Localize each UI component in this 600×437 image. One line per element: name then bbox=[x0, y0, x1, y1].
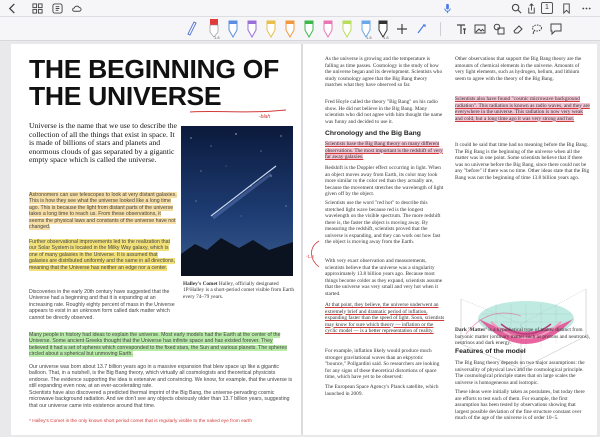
page-title bbox=[29, 56, 301, 110]
caption-text: Halley, officially designated 1P/Halley is a short-period comet visible from Earth every 74–79 years. bbox=[183, 281, 295, 300]
thumbnails-icon[interactable] bbox=[51, 2, 64, 15]
pen-blue[interactable] bbox=[226, 18, 240, 40]
search-icon[interactable] bbox=[510, 2, 523, 15]
image-icon[interactable] bbox=[473, 22, 487, 36]
photo-caption bbox=[183, 281, 295, 300]
bookmark-icon[interactable] bbox=[560, 2, 573, 15]
highlighted-text: Scientists base the Big Bang theory on many different observations. The most important is the redshift of very far away galaxies. bbox=[325, 141, 443, 160]
paragraph-big-bang: Our universe was born about 13.7 billion years ago in a massive expansion that blew space up like a gigantic balloon. That, in a nutshell, is the Big Bang theory, which virtually all cosmologists and theoretical physicists endorse. The evidence supporting the idea is extensive and convincing. We know, for example, that the universe is still expanding even now, at an ever-accelerating rate. bbox=[29, 364, 293, 390]
dark-matter-term: Dark 'Matter' bbox=[455, 327, 487, 333]
paragraph-history bbox=[29, 332, 293, 358]
share-icon[interactable] bbox=[525, 2, 538, 15]
column-1-paragraph-3 bbox=[325, 141, 445, 161]
add-tool-icon[interactable] bbox=[395, 22, 409, 36]
pen-black[interactable] bbox=[376, 18, 390, 40]
margin-note: -1.8 bbox=[306, 254, 314, 259]
column-2-paragraph-4 bbox=[455, 327, 590, 347]
highlighter-lime[interactable] bbox=[340, 18, 354, 40]
title-line-1: THE BEGINNING OF bbox=[29, 54, 280, 84]
microphone-icon[interactable] bbox=[441, 2, 454, 15]
margin-note: -blah bbox=[259, 114, 271, 120]
column-2-paragraph-2 bbox=[455, 96, 590, 122]
eraser-icon[interactable] bbox=[511, 22, 525, 36]
tool-size-label: 1.8 bbox=[214, 35, 220, 40]
pages-icon[interactable]: 1 bbox=[541, 2, 553, 14]
column-2-paragraph-1: Other observations that support the Big Bang theory are the amounts of chemical elements in the universe. Amounts of very light elements, such as hydrogen, helium, and lithium seem to agree with the theory of the Big Bang. bbox=[455, 56, 582, 82]
annotation-toolbar bbox=[0, 17, 600, 41]
paragraph-discoveries: Discoveries in the early 20th century have suggested that the Universe had a beginning and that it is expanding at an increasing rate. Roughly eighty percent of mass in the Universe appears to exist in an unknown form called dark matter which cannot be directly observed. bbox=[29, 289, 175, 321]
paragraph-milky-way bbox=[29, 239, 177, 271]
column-1-paragraph-6: With very exact observation and measurements, scientists believe that the universe was a singularity approximately 13.8 billion years ago. Because most things become colder as they expand, scientists assume that the universe was very small and very hot when it started. bbox=[325, 258, 443, 297]
column-1-paragraph-5: Scientists use the word "red hot" to describe this stretched light wave because red is the longest wavelength on the visible spectrum. The more redshift there is, the faster the object is moving away. By measuring the redshift, scientists proved that the universe is expanding, and they can work out how fast the object is moving away from the Earth. bbox=[325, 200, 441, 245]
cloud-icon[interactable] bbox=[70, 2, 83, 15]
toolbar-divider bbox=[440, 22, 441, 36]
column-1-paragraph-2: Fred Hoyle called the theory "Big Bang" on his radio show. He did not believe in the Big Bang. Many scientists who did not agree with him thought the name was funny and decided to use it. bbox=[325, 99, 443, 125]
underlined-text: At that point, they believe, the universe underwent an extremely brief and dramatic period of inflation, expanding faster than the speed of light. Soon, scientists may know for sure which theory — inflation or the cyclic model — is a better representation of reality. bbox=[325, 302, 445, 334]
column-2-paragraph-3: It could be said that time had no meaning before the Big Bang. The Big Bang is the beginning of the universe when all the matter was in one point. Some scientists believe that if there was no universe before the Big Bang, since there could not be any "before" if there was no time. Other ideas state that the Big Bang was not the beginning of time 13.8 billion years ago. bbox=[455, 142, 590, 181]
3d-surface-plot bbox=[451, 274, 591, 374]
title-line-2: THE UNIVERSE bbox=[29, 81, 222, 111]
column-1-paragraph-7 bbox=[325, 302, 445, 335]
column-1-paragraph-1: As the universe is growing and the temperature is falling as time passes. Cosmology is the study of how the universe began and its development. Scientists who study cosmology agree that the Big Bang theory matches what they have observed so far. bbox=[325, 56, 443, 88]
shapes-icon[interactable] bbox=[492, 22, 506, 36]
left-page[interactable] bbox=[11, 44, 301, 435]
heading-chronology: Chronology and the Big Bang bbox=[325, 130, 421, 137]
top-bar bbox=[0, 0, 600, 17]
highlighted-text: Astronomers can use telescopes to look at very distant galaxies. This is how they see what the universe looked like a long time ago. This is because the light from distant parts of the universe takes a long time to reach us. From these observations, it seems the physical laws and constants of the universe have not changed. bbox=[29, 192, 177, 231]
highlighted-text: Further observational improvements led to the realization that our Solar System is located in the Milky Way galaxy, which is one of many galaxies in the Universe. It is assumed that galaxies are distributed uniformly and the same in all directions, meaning that the Universe has neither an edge nor a center. bbox=[29, 239, 175, 271]
tool-size-label: 1.8 bbox=[366, 35, 372, 40]
caption-title: Halley's Comet bbox=[183, 281, 218, 287]
pen-yellow[interactable] bbox=[264, 18, 278, 40]
intro-paragraph: Universe is the name that we use to describe the collection of all the things that exist in space. It is made of billions of stars and planets and enormous clouds of gas separated by a gigantic empty space which is called the universe. bbox=[29, 121, 177, 165]
comment-icon[interactable] bbox=[549, 22, 563, 36]
column-1-paragraph-8: For example, inflation likely would produce much stronger gravitational waves than an ekpyrotic "bounce," Pollgardini said. So researchers are looking for any signs of these theoretical distortions of space time, which have yet to be observed: bbox=[325, 348, 440, 380]
column-1-paragraph-4: Redshift is the Doppler effect occurring in light. When an object moves away from Earth, its color may look more similar to the color red than they actually are, because the movement stretches the wavelength of light given off by the object. bbox=[325, 165, 444, 197]
heading-features: Features of the model bbox=[455, 348, 526, 355]
pen-red[interactable] bbox=[207, 18, 221, 40]
lasso-icon[interactable] bbox=[530, 22, 544, 36]
pen-purple[interactable] bbox=[245, 18, 259, 40]
highlighted-text: Scientists also have found "cosmic microwave background radiation". This radiation is known as radio waves, and they are everywhere in the universe. This radiation is now very weak and cold, but a long time ago it was very strong and hot. bbox=[455, 96, 590, 122]
pen-orange[interactable] bbox=[283, 18, 297, 40]
column-2-paragraph-6: These ideas were initially taken as postulates, but today there are efforts to test each of them. For example, the first assumption has been tested by observations showing that largest possible deviation of the fine structure constant over much of the age of the universe is of order 10−5. bbox=[455, 389, 585, 421]
lasso-select-icon[interactable] bbox=[414, 22, 428, 36]
paragraph-telescopes bbox=[29, 192, 177, 230]
column-2-paragraph-5: The Big Bang theory depends on two major assumptions: the universality of physical laws and the cosmological principle. The cosmological principle states that on large scales the universe is homogeneous and isotropic. bbox=[455, 360, 585, 386]
dark-matter-text: is a hypothetical type of matter distinct from baryonic matter (ordinary matter such as protons and neutrons), neutrinos and dark energy. bbox=[455, 327, 590, 346]
back-icon[interactable] bbox=[6, 2, 19, 15]
more-icon[interactable] bbox=[580, 2, 593, 15]
paragraph-cmb: Scientists have also discovered a predicted thermal imprint of the Big Bang, the universe-pervading cosmic microwave background radiation. And we don't see any objects obviously older than 13.7 billion years, suggesting that our universe came into existence around that time. bbox=[29, 390, 290, 409]
comet-photo bbox=[181, 126, 293, 276]
text-tool-icon[interactable] bbox=[454, 22, 468, 36]
highlighted-text: Many people in history had ideas to explain the universe. Most early models had the Earth at the center of the Universe. Some ancient Greeks thought that the Universe has infinite space and has existed forever. They believed it had a set of spheres which corresponded to the fixed stars, the Sun and various planets. The spheres circled about a spherical but unmoving Earth. bbox=[29, 332, 287, 358]
footnote: * Halley's Comet is the only known short period comet that is regularly visible to the naked eye from earth bbox=[29, 419, 253, 424]
right-page[interactable] bbox=[303, 44, 597, 435]
tool-size-label: 1.8 bbox=[383, 35, 389, 40]
pen-pink[interactable] bbox=[321, 18, 335, 40]
lasso-tool[interactable] bbox=[184, 18, 198, 40]
highlighter-blue[interactable] bbox=[359, 18, 373, 40]
grid-icon[interactable] bbox=[31, 2, 44, 15]
pen-green[interactable] bbox=[302, 18, 316, 40]
column-1-paragraph-9: The European Space Agency's Planck satellite, which launched in 2009. bbox=[325, 384, 439, 397]
